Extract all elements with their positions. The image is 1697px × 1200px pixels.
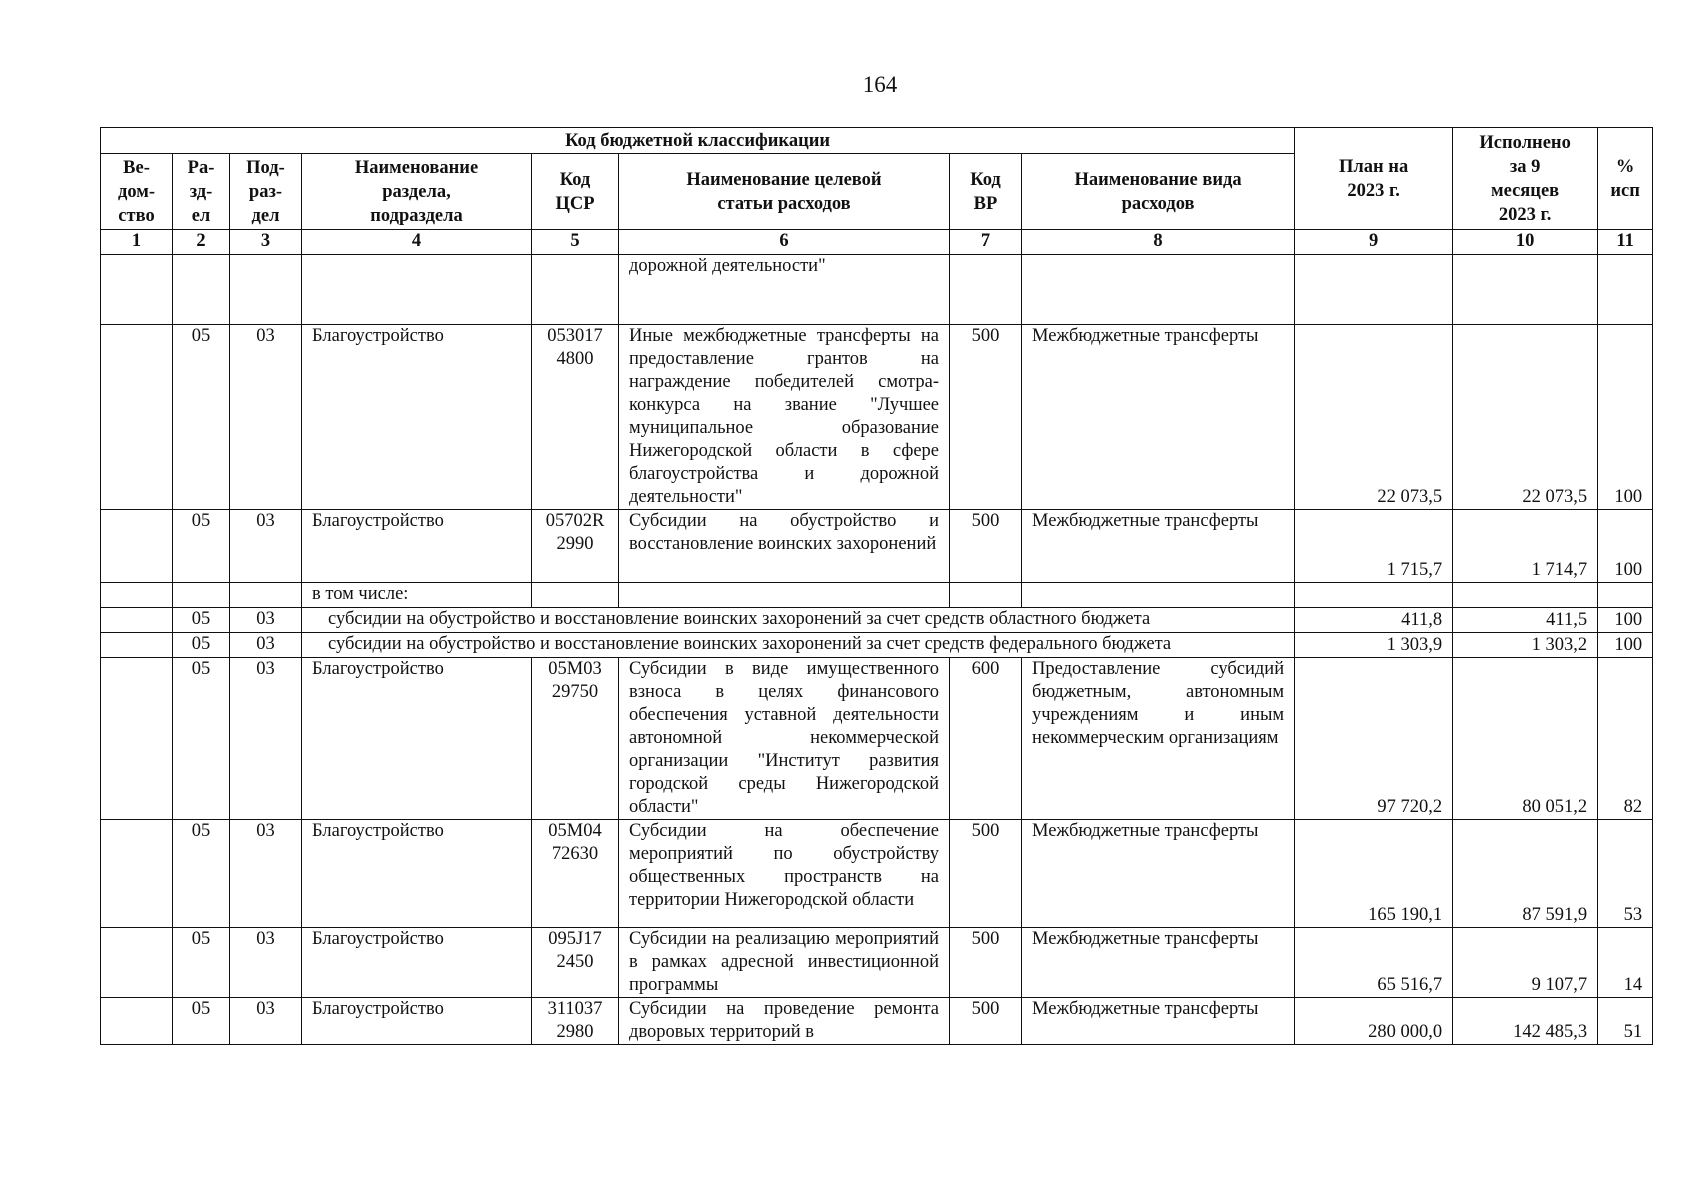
vr-code-cell: 500	[950, 928, 1022, 998]
col-number-4: 4	[302, 230, 532, 255]
vr-name-cell: Межбюджетные трансферты	[1022, 325, 1295, 510]
col-number-2: 2	[173, 230, 230, 255]
podrazdel-cell: 03	[230, 633, 302, 658]
percent-done-cell	[1598, 583, 1653, 608]
plan-2023-cell: 411,8	[1295, 608, 1453, 633]
razdel-cell: 05	[173, 820, 230, 928]
subitem-description: субсидии на обустройство и восстановление воинских захоронений за счет средств федерального бюджета	[302, 633, 1295, 658]
ved-cell	[101, 325, 173, 510]
done-9-months-cell: 80 051,2	[1453, 658, 1598, 820]
done-9-months-cell: 87 591,9	[1453, 820, 1598, 928]
col-number-7: 7	[950, 230, 1022, 255]
col-number-8: 8	[1022, 230, 1295, 255]
vr-name-cell	[1022, 583, 1295, 608]
done-9-months-cell	[1453, 255, 1598, 325]
col-header-9: План на 2023 г.	[1295, 128, 1453, 230]
subitem-description: субсидии на обустройство и восстановление воинских захоронений за счет средств областного бюджета	[302, 608, 1295, 633]
section-name-cell: Благоустройство	[302, 325, 532, 510]
done-9-months-cell: 1 303,2	[1453, 633, 1598, 658]
ved-cell	[101, 608, 173, 633]
vr-name-cell: Межбюджетные трансферты	[1022, 998, 1295, 1045]
target-article-name-cell: Субсидии на реализацию мероприятий в рамках адресной инвестиционной программы	[619, 928, 950, 998]
percent-done-cell: 51	[1598, 998, 1653, 1045]
table-row	[101, 633, 1653, 658]
csr-code-cell: 05M03 29750	[532, 658, 619, 820]
col-number-3: 3	[230, 230, 302, 255]
col-number-1: 1	[101, 230, 173, 255]
target-article-name-cell: Субсидии на проведение ремонта дворовых территорий в	[619, 998, 950, 1045]
table-row	[101, 998, 1653, 1045]
col-header-8: Наименование вида расходов	[1022, 154, 1295, 230]
podrazdel-cell	[230, 255, 302, 325]
table-row	[101, 583, 1653, 608]
percent-done-cell: 100	[1598, 325, 1653, 510]
col-header-4: Наименование раздела, подраздела	[302, 154, 532, 230]
target-article-name-cell: Субсидии на обустройство и восстановление воинских захоронений	[619, 510, 950, 583]
ved-cell	[101, 633, 173, 658]
col-header-1: Ве- дом- ство	[101, 154, 173, 230]
vr-name-cell: Предоставление субсидий бюджетным, автономным учреждениям и иным некоммерческим организациям	[1022, 658, 1295, 820]
vr-code-cell: 500	[950, 510, 1022, 583]
section-name-cell: Благоустройство	[302, 928, 532, 998]
csr-code-cell: 05M04 72630	[532, 820, 619, 928]
podrazdel-cell: 03	[230, 325, 302, 510]
col-header-3: Под- раз- дел	[230, 154, 302, 230]
budget-table	[100, 127, 1653, 1045]
podrazdel-cell: 03	[230, 658, 302, 820]
percent-done-cell: 100	[1598, 510, 1653, 583]
csr-code-cell: 311037 2980	[532, 998, 619, 1045]
col-header-6: Наименование целевой статьи расходов	[619, 154, 950, 230]
ved-cell	[101, 510, 173, 583]
col-header-10: Исполнено за 9 месяцев 2023 г.	[1453, 128, 1598, 230]
podrazdel-cell: 03	[230, 820, 302, 928]
page-number: 164	[862, 72, 898, 97]
plan-2023-cell: 1 715,7	[1295, 510, 1453, 583]
csr-code-cell	[532, 583, 619, 608]
plan-2023-cell: 22 073,5	[1295, 325, 1453, 510]
ved-cell	[101, 820, 173, 928]
percent-done-cell: 53	[1598, 820, 1653, 928]
razdel-cell: 05	[173, 928, 230, 998]
target-article-name-cell: дорожной деятельности"	[619, 255, 950, 325]
percent-done-cell: 14	[1598, 928, 1653, 998]
vr-code-cell: 500	[950, 325, 1022, 510]
section-name-cell: Благоустройство	[302, 658, 532, 820]
plan-2023-cell: 280 000,0	[1295, 998, 1453, 1045]
col-header-11: % исп	[1598, 128, 1653, 230]
percent-done-cell: 100	[1598, 608, 1653, 633]
col-number-6: 6	[619, 230, 950, 255]
percent-done-cell: 100	[1598, 633, 1653, 658]
section-name-cell: Благоустройство	[302, 998, 532, 1045]
target-article-name-cell: Иные межбюджетные трансферты на предоставление грантов на награждение победителей смотра-конкурса на звание "Лучшее муниципальное образование Нижегородской области в сфере благоустройства и дорожной деятельности"	[619, 325, 950, 510]
vr-code-cell	[950, 255, 1022, 325]
percent-done-cell	[1598, 255, 1653, 325]
col-header-7: Код ВР	[950, 154, 1022, 230]
done-9-months-cell: 9 107,7	[1453, 928, 1598, 998]
podrazdel-cell: 03	[230, 608, 302, 633]
csr-code-cell: 05702R 2990	[532, 510, 619, 583]
plan-2023-cell	[1295, 583, 1453, 608]
razdel-cell	[173, 583, 230, 608]
plan-2023-cell: 65 516,7	[1295, 928, 1453, 998]
section-name-cell: Благоустройство	[302, 510, 532, 583]
vr-name-cell	[1022, 255, 1295, 325]
table-row	[101, 820, 1653, 928]
podrazdel-cell: 03	[230, 510, 302, 583]
section-name-cell	[302, 255, 532, 325]
ved-cell	[101, 658, 173, 820]
csr-code-cell: 095J17 2450	[532, 928, 619, 998]
ved-cell	[101, 928, 173, 998]
col-header-5: Код ЦСР	[532, 154, 619, 230]
vr-code-cell: 600	[950, 658, 1022, 820]
vr-code-cell: 500	[950, 820, 1022, 928]
csr-code-cell	[532, 255, 619, 325]
done-9-months-cell	[1453, 583, 1598, 608]
budget-classification-header: Код бюджетной классификации	[101, 128, 1295, 154]
col-number-5: 5	[532, 230, 619, 255]
col-header-2: Ра- зд- ел	[173, 154, 230, 230]
col-number-11: 11	[1598, 230, 1653, 255]
ved-cell	[101, 998, 173, 1045]
vr-name-cell: Межбюджетные трансферты	[1022, 928, 1295, 998]
plan-2023-cell: 1 303,9	[1295, 633, 1453, 658]
target-article-name-cell	[619, 583, 950, 608]
vr-code-cell	[950, 583, 1022, 608]
done-9-months-cell: 1 714,7	[1453, 510, 1598, 583]
col-number-10: 10	[1453, 230, 1598, 255]
done-9-months-cell: 22 073,5	[1453, 325, 1598, 510]
razdel-cell: 05	[173, 998, 230, 1045]
vr-name-cell: Межбюджетные трансферты	[1022, 820, 1295, 928]
target-article-name-cell: Субсидии в виде имущественного взноса в целях финансового обеспечения уставной деятельности автономной некоммерческой организации "Институт развития городской среды Нижегородской области"	[619, 658, 950, 820]
razdel-cell: 05	[173, 510, 230, 583]
ved-cell	[101, 255, 173, 325]
podrazdel-cell	[230, 583, 302, 608]
table-row	[101, 658, 1653, 820]
target-article-name-cell: Субсидии на обеспечение мероприятий по обустройству общественных пространств на территории Нижегородской области	[619, 820, 950, 928]
plan-2023-cell	[1295, 255, 1453, 325]
percent-done-cell: 82	[1598, 658, 1653, 820]
ved-cell	[101, 583, 173, 608]
podrazdel-cell: 03	[230, 998, 302, 1045]
razdel-cell: 05	[173, 633, 230, 658]
section-name-cell: Благоустройство	[302, 820, 532, 928]
vr-code-cell: 500	[950, 998, 1022, 1045]
plan-2023-cell: 97 720,2	[1295, 658, 1453, 820]
razdel-cell: 05	[173, 608, 230, 633]
razdel-cell: 05	[173, 325, 230, 510]
col-number-9: 9	[1295, 230, 1453, 255]
section-name-cell: в том числе:	[302, 583, 532, 608]
table-row	[101, 928, 1653, 998]
vr-name-cell: Межбюджетные трансферты	[1022, 510, 1295, 583]
csr-code-cell: 053017 4800	[532, 325, 619, 510]
table-row	[101, 325, 1653, 510]
razdel-cell: 05	[173, 658, 230, 820]
table-row	[101, 510, 1653, 583]
table-row	[101, 608, 1653, 633]
plan-2023-cell: 165 190,1	[1295, 820, 1453, 928]
table-row	[101, 255, 1653, 325]
done-9-months-cell: 411,5	[1453, 608, 1598, 633]
done-9-months-cell: 142 485,3	[1453, 998, 1598, 1045]
podrazdel-cell: 03	[230, 928, 302, 998]
razdel-cell	[173, 255, 230, 325]
